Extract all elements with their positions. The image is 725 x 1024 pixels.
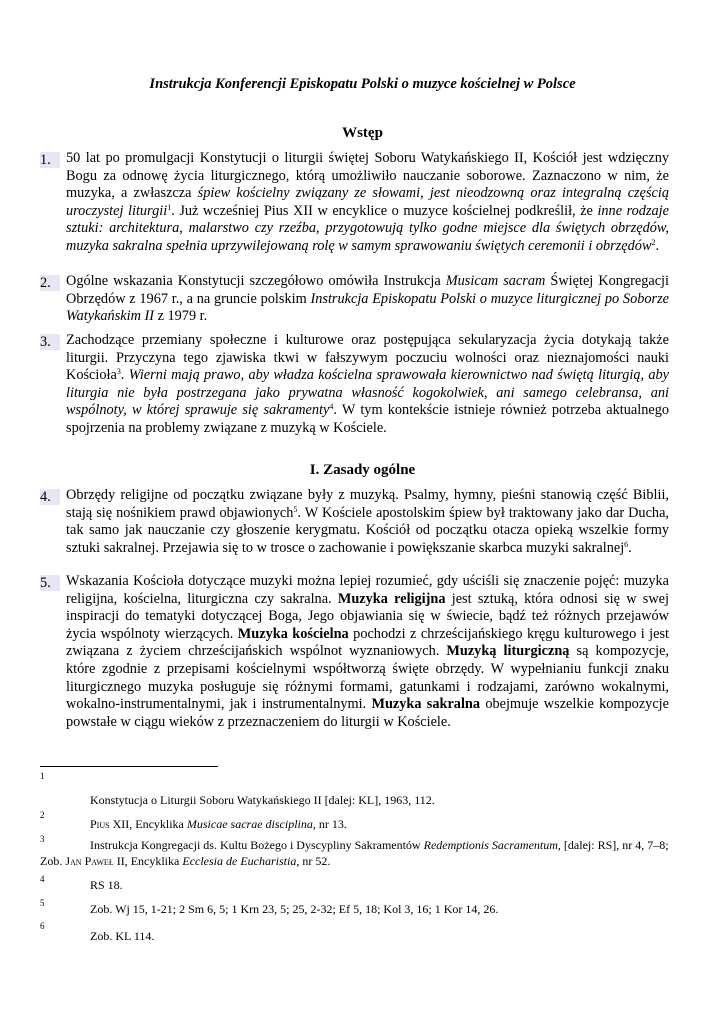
section-heading-principles: I. Zasady ogólne bbox=[309, 462, 416, 478]
footnote-ref[interactable]: 4 bbox=[329, 402, 334, 412]
footnote-2: Pius XII, Encyklika Musicae sacrae disciplina, nr 13. bbox=[90, 817, 347, 831]
footnote-mark: 2 bbox=[40, 810, 45, 820]
footnote-6: Zob. KL 114. bbox=[90, 929, 155, 943]
paragraph-3: Zachodzące przemiany społeczne i kulturowe oraz postępująca sekularyzacja życia dotykają także liturgii. Przyczyna tego zjawiska tkwi w fałszywym poczuciu wolności oraz nieznajomości nauki Kościoła$^3$. Wierni mają prawo, aby władza kościelna sprawowała kierownictwo nad świętą liturgią, aby liturgia nie była postrzegana jako prywatna własność kogokolwiek, ani samego celebransa, ani wspólnoty, w której sprawuje się sakramenty$^4$. W tym kontekście istnieje również potrzeba aktualnego spojrzenia na problemy związane z muzyką w Kościele. bbox=[66, 332, 669, 436]
document-title: Instrukcja Konferencji Episkopatu Polski o muzyce kościelnej w Polsce bbox=[149, 76, 576, 92]
paragraph-number: 1. bbox=[40, 152, 60, 168]
paragraph-number: 4. bbox=[40, 489, 60, 505]
footnote-ref[interactable]: 1 bbox=[167, 202, 172, 212]
footnote-mark: 5 bbox=[40, 898, 45, 908]
paragraph-4: Obrzędy religijne od początku związane były z muzyką. Psalmy, hymny, pieśni stanowią część Biblii, stają się nośnikiem prawd objawionych$^5$. W Kościele apostolskim śpiew był traktowany jako dar Ducha, tak samo jak nauczanie czy głoszenie kerygmatu. Kościół od początku otacza opieką wszelkie formy sztuki sakralnej. Przejawia się to w trosce o zachowanie i powiększanie skarbca muzyki sakralnej$^6$. bbox=[66, 487, 669, 556]
footnote-ref[interactable]: 5 bbox=[293, 504, 298, 514]
paragraph-number: 3. bbox=[40, 334, 60, 350]
footnote-ref[interactable]: 6 bbox=[624, 539, 629, 549]
paragraph-1: 50 lat po promulgacji Konstytucji o liturgii świętej Soboru Watykańskiego II, Kościół jest wdzięczny Bogu za odnowę życia liturgicznego, którą umożliwiło nauczanie soborowe. Zaznaczono w nim, że muzyka, a zwłaszcza śpiew kościelny związany ze słowami, jest nieodzowną oraz integralną częścią uroczystej liturgii$^1$. Już wcześniej Pius XII w encyklice o muzyce kościelnej podkreślił, że inne rodzaje sztuki: architektura, malarstwo czy rzeźba, przygotowują tylko godne miejsce dla świętych obrzędów, muzyka sakralna spełnia uprzywilejowaną rolę w samym sprawowaniu świętych ceremonii i obrzędów$^2$. bbox=[66, 150, 669, 254]
paragraph-number: 5. bbox=[40, 575, 60, 591]
paragraph-number: 2. bbox=[40, 275, 60, 291]
footnote-ref[interactable]: 3 bbox=[116, 367, 121, 377]
footnote-3: Instrukcja Kongregacji ds. Kultu Bożego i Dyscypliny Sakramentów Redemptionis Sacramentum, [dalej: RS], nr 4, 7–8; Zob. Jan Paweł II, Encyklika Ecclesia de Eucharistia, nr 52. bbox=[40, 838, 669, 868]
paragraph-2: Ogólne wskazania Konstytucji szczegółowo omówiła Instrukcja Musicam sacram Świętej Kongregacji Obrzędów z 1967 r., a na gruncie polskim Instrukcja Episkopatu Polski o muzyce liturgicznej po Soborze Watykańskim II z 1979 r. bbox=[66, 273, 670, 325]
footnote-separator bbox=[40, 766, 218, 767]
footnote-1: Konstytucja o Liturgii Soboru Watykańskiego II [dalej: KL], 1963, 112. bbox=[90, 793, 435, 807]
footnote-mark: 6 bbox=[40, 921, 45, 931]
footnote-mark: 4 bbox=[40, 874, 45, 884]
paragraph-5: Wskazania Kościoła dotyczące muzyki można lepiej rozumieć, gdy uściśli się znaczenie pojęć: muzyka religijna, kościelna, liturgiczna czy sakralna. Muzyka religijna jest sztuką, która odnosi się w swej inspiracji do tematyki dotyczącej Boga, Jego objawiania się w świecie, bądź też różnych przejawów życia wspólnoty wierzących. Muzyka kościelna pochodzi z chrześcijańskiego kręgu kulturowego i jest związana z życiem chrześcijańskich wspólnot wyznaniowych. Muzyką liturgiczną są kompozycje, które zgodnie z przepisami kościelnymi współtworzą święte obrzędy. W wypełnianiu funkcji znaku liturgicznego muzyka posługuje się różnymi formami, gatunkami i rodzajami, zarówno wokalnymi, wokalno-instrumentalnymi, jak i instrumentalnymi. Muzyka sakralna obejmuje wszelkie kompozycje powstałe w ciągu wieków z przeznaczeniem do liturgii w Kościele. bbox=[66, 573, 669, 730]
footnote-5: Zob. Wj 15, 1-21; 2 Sm 6, 5; 1 Krn 23, 5; 25, 2-32; Ef 5, 18; Kol 3, 16; 1 Kor 14, 26. bbox=[90, 902, 499, 916]
footnote-4: RS 18. bbox=[90, 878, 123, 892]
footnote-mark: 1 bbox=[40, 771, 45, 781]
footnote-mark: 3 bbox=[40, 834, 45, 844]
section-heading-intro: Wstęp bbox=[342, 125, 383, 141]
footnote-ref[interactable]: 2 bbox=[651, 237, 656, 247]
